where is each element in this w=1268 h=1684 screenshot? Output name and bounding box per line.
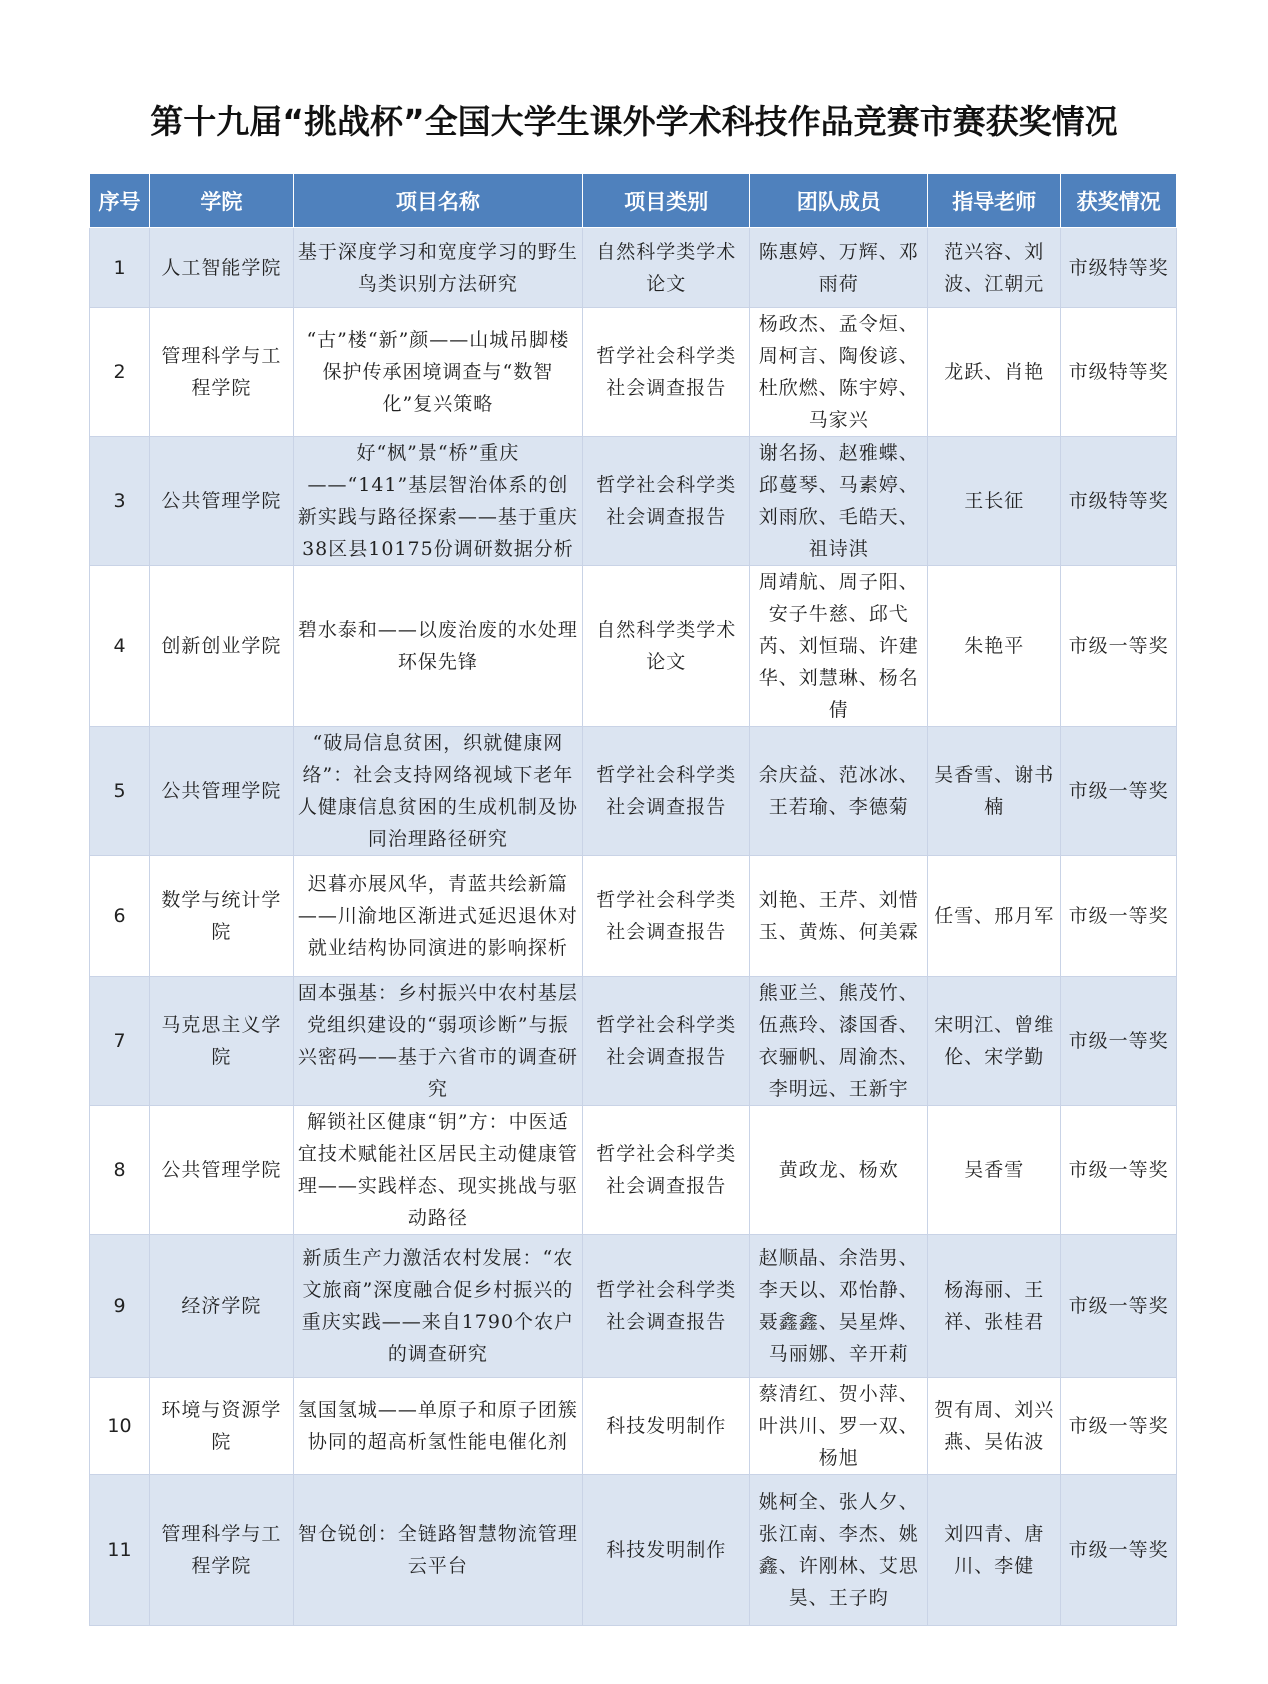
table-row	[90, 308, 1177, 437]
cell-college: 公共管理学院	[150, 727, 294, 856]
table-row	[90, 727, 1177, 856]
cell-category: 哲学社会科学类社会调查报告	[583, 977, 750, 1106]
header-members: 团队成员	[750, 174, 928, 228]
cell-advisor: 范兴容、刘波、江朝元	[928, 228, 1061, 308]
table-row	[90, 1378, 1177, 1475]
cell-category: 科技发明制作	[583, 1475, 750, 1626]
cell-project: 解锁社区健康“钥”方：中医适宜技术赋能社区居民主动健康管理——实践样态、现实挑战与驱动路径	[293, 1106, 582, 1235]
cell-members: 熊亚兰、熊茂竹、伍燕玲、漆国香、衣骊帆、周渝杰、李明远、王新宇	[750, 977, 928, 1106]
cell-college: 创新创业学院	[150, 566, 294, 727]
cell-category: 哲学社会科学类社会调查报告	[583, 1106, 750, 1235]
cell-no: 10	[90, 1378, 150, 1475]
cell-project: 氢国氢城——单原子和原子团簇协同的超高析氢性能电催化剂	[293, 1378, 582, 1475]
awards-table	[89, 173, 1177, 1626]
cell-members: 赵顺晶、余浩男、李天以、邓怡静、聂鑫鑫、吴星烨、马丽娜、辛开莉	[750, 1235, 928, 1378]
header-project: 项目名称	[293, 174, 582, 228]
cell-category: 自然科学类学术论文	[583, 228, 750, 308]
cell-category: 哲学社会科学类社会调查报告	[583, 1235, 750, 1378]
table-header-row	[90, 174, 1177, 228]
header-no: 序号	[90, 174, 150, 228]
table-row	[90, 856, 1177, 977]
header-award: 获奖情况	[1061, 174, 1177, 228]
cell-award: 市级一等奖	[1061, 1475, 1177, 1626]
cell-advisor: 龙跃、肖艳	[928, 308, 1061, 437]
cell-category: 哲学社会科学类社会调查报告	[583, 727, 750, 856]
cell-no: 2	[90, 308, 150, 437]
cell-members: 余庆益、范冰冰、王若瑜、李德菊	[750, 727, 928, 856]
cell-members: 刘艳、王芹、刘惜玉、黄炼、何美霖	[750, 856, 928, 977]
header-category: 项目类别	[583, 174, 750, 228]
cell-members: 周靖航、周子阳、安子牛慈、邱弋芮、刘恒瑞、许建华、刘慧琳、杨名倩	[750, 566, 928, 727]
cell-advisor: 王长征	[928, 437, 1061, 566]
cell-award: 市级特等奖	[1061, 437, 1177, 566]
cell-project: “古”楼“新”颜——山城吊脚楼保护传承困境调查与“数智化”复兴策略	[293, 308, 582, 437]
cell-advisor: 刘四青、唐川、李健	[928, 1475, 1061, 1626]
cell-college: 人工智能学院	[150, 228, 294, 308]
cell-category: 科技发明制作	[583, 1378, 750, 1475]
cell-project: 新质生产力激活农村发展：“农文旅商”深度融合促乡村振兴的重庆实践——来自1790个农户的调查研究	[293, 1235, 582, 1378]
cell-advisor: 贺有周、刘兴燕、吴佑波	[928, 1378, 1061, 1475]
cell-project: “破局信息贫困，织就健康网络”：社会支持网络视域下老年人健康信息贫困的生成机制及协同治理路径研究	[293, 727, 582, 856]
table-row	[90, 1106, 1177, 1235]
cell-award: 市级一等奖	[1061, 1235, 1177, 1378]
table-row	[90, 228, 1177, 308]
cell-no: 4	[90, 566, 150, 727]
cell-award: 市级一等奖	[1061, 977, 1177, 1106]
page-title: 第十九届“挑战杯”全国大学生课外学术科技作品竞赛市赛获奖情况	[150, 102, 1118, 141]
cell-award: 市级一等奖	[1061, 856, 1177, 977]
cell-category: 哲学社会科学类社会调查报告	[583, 437, 750, 566]
cell-college: 管理科学与工程学院	[150, 1475, 294, 1626]
cell-college: 公共管理学院	[150, 437, 294, 566]
cell-award: 市级一等奖	[1061, 1378, 1177, 1475]
cell-category: 哲学社会科学类社会调查报告	[583, 856, 750, 977]
cell-advisor: 朱艳平	[928, 566, 1061, 727]
table-row	[90, 977, 1177, 1106]
cell-category: 哲学社会科学类社会调查报告	[583, 308, 750, 437]
cell-category: 自然科学类学术论文	[583, 566, 750, 727]
cell-award: 市级一等奖	[1061, 1106, 1177, 1235]
cell-no: 6	[90, 856, 150, 977]
table-row	[90, 566, 1177, 727]
cell-award: 市级特等奖	[1061, 228, 1177, 308]
cell-members: 杨政杰、孟令烜、周柯言、陶俊谚、杜欣燃、陈宇婷、马家兴	[750, 308, 928, 437]
cell-members: 蔡清红、贺小萍、叶洪川、罗一双、杨旭	[750, 1378, 928, 1475]
cell-no: 9	[90, 1235, 150, 1378]
cell-college: 数学与统计学院	[150, 856, 294, 977]
cell-advisor: 吴香雪、谢书楠	[928, 727, 1061, 856]
cell-advisor: 任雪、邢月军	[928, 856, 1061, 977]
cell-college: 马克思主义学院	[150, 977, 294, 1106]
cell-no: 7	[90, 977, 150, 1106]
cell-award: 市级特等奖	[1061, 308, 1177, 437]
table-row	[90, 437, 1177, 566]
cell-project: 基于深度学习和宽度学习的野生鸟类识别方法研究	[293, 228, 582, 308]
cell-members: 姚柯全、张人夕、张江南、李杰、姚鑫、许刚林、艾思昊、王子昀	[750, 1475, 928, 1626]
cell-project: 固本强基：乡村振兴中农村基层党组织建设的“弱项诊断”与振兴密码——基于六省市的调查研究	[293, 977, 582, 1106]
table-row	[90, 1235, 1177, 1378]
cell-award: 市级一等奖	[1061, 727, 1177, 856]
cell-no: 3	[90, 437, 150, 566]
cell-college: 环境与资源学院	[150, 1378, 294, 1475]
cell-college: 经济学院	[150, 1235, 294, 1378]
cell-project: 迟暮亦展风华，青蓝共绘新篇——川渝地区渐进式延迟退休对就业结构协同演进的影响探析	[293, 856, 582, 977]
cell-no: 11	[90, 1475, 150, 1626]
cell-no: 1	[90, 228, 150, 308]
cell-college: 管理科学与工程学院	[150, 308, 294, 437]
table-row	[90, 1475, 1177, 1626]
cell-no: 8	[90, 1106, 150, 1235]
cell-project: 好“枫”景“桥”重庆——“141”基层智治体系的创新实践与路径探索——基于重庆38区县10175份调研数据分析	[293, 437, 582, 566]
cell-no: 5	[90, 727, 150, 856]
cell-project: 碧水泰和——以废治废的水处理环保先锋	[293, 566, 582, 727]
cell-award: 市级一等奖	[1061, 566, 1177, 727]
cell-members: 陈惠婷、万辉、邓雨荷	[750, 228, 928, 308]
cell-advisor: 吴香雪	[928, 1106, 1061, 1235]
cell-advisor: 杨海丽、王祥、张桂君	[928, 1235, 1061, 1378]
cell-college: 公共管理学院	[150, 1106, 294, 1235]
header-college: 学院	[150, 174, 294, 228]
header-advisor: 指导老师	[928, 174, 1061, 228]
cell-members: 黄政龙、杨欢	[750, 1106, 928, 1235]
cell-members: 谢名扬、赵雅蝶、邱蔓琴、马素婷、刘雨欣、毛皓天、祖诗淇	[750, 437, 928, 566]
cell-project: 智仓锐创：全链路智慧物流管理云平台	[293, 1475, 582, 1626]
cell-advisor: 宋明江、曾维伦、宋学勤	[928, 977, 1061, 1106]
